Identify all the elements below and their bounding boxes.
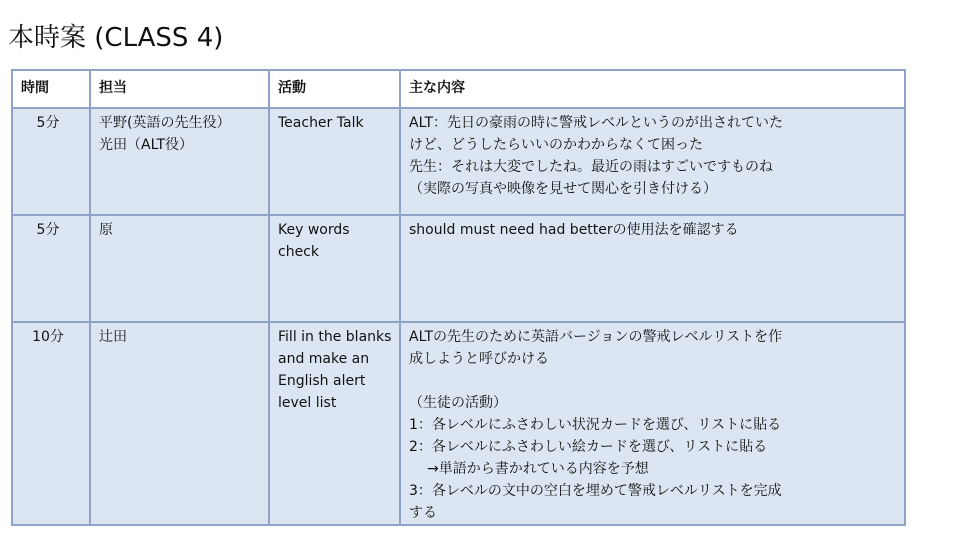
time-cell: 5分 (12, 215, 90, 322)
content-cell (400, 108, 905, 215)
table-row (12, 108, 905, 215)
activity-line: Teacher Talk (278, 115, 364, 131)
activity-cell (269, 322, 400, 525)
staff-line: 光田（ALT役） (99, 137, 194, 153)
staff-line: 原 (99, 222, 113, 238)
activity-line: Key words (278, 222, 350, 238)
activity-line: English alert (278, 373, 366, 389)
content-line: ALT：先日の豪雨の時に警戒レベルというのが出されていた (409, 115, 783, 131)
lesson-plan-table (11, 69, 906, 526)
content-line: （実際の写真や映像を見せて関心を引き付ける） (409, 181, 717, 197)
content-line: けど、どうしたらいいのかわからなくて困った (409, 137, 703, 153)
activity-line: and make an (278, 351, 370, 367)
content-line: should must need had betterの使用法を確認する (409, 222, 739, 238)
staff-line: 平野(英語の先生役） (99, 115, 231, 131)
table-header-row (12, 70, 905, 108)
content-line: 1：各レベルにふさわしい状況カードを選び、リストに貼る (409, 417, 782, 433)
content-line: （生徒の活動） (409, 395, 507, 411)
content-line: ALTの先生のために英語バージョンの警戒レベルリストを作 (409, 329, 783, 345)
header-staff: 担当 (90, 70, 269, 108)
time-cell: 5分 (12, 108, 90, 215)
activity-line: check (278, 244, 319, 260)
activity-line: level list (278, 395, 337, 411)
activity-line: Fill in the blanks (278, 329, 392, 345)
header-activity: 活動 (269, 70, 400, 108)
staff-cell (90, 215, 269, 322)
table-row (12, 322, 905, 525)
activity-cell (269, 215, 400, 322)
content-line: する (409, 505, 437, 521)
content-line: 3：各レベルの文中の空白を埋めて警戒レベルリストを完成 (409, 483, 782, 499)
content-line: 成しようと呼びかける (409, 351, 549, 367)
staff-cell (90, 322, 269, 525)
time-cell: 10分 (12, 322, 90, 525)
staff-cell (90, 108, 269, 215)
content-cell (400, 322, 905, 525)
blank-line (409, 370, 904, 392)
content-line: 2：各レベルにふさわしい絵カードを選び、リストに貼る (409, 439, 768, 455)
header-content: 主な内容 (400, 70, 905, 108)
content-cell (400, 215, 905, 322)
header-time: 時間 (12, 70, 90, 108)
staff-line: 辻田 (99, 329, 127, 345)
content-line: 先生：それは大変でしたね。最近の雨はすごいですものね (409, 159, 773, 175)
content-line: →単語から書かれている内容を予想 (427, 461, 649, 477)
page-title: 本時案 (CLASS 4) (8, 23, 224, 53)
activity-cell (269, 108, 400, 215)
table-row (12, 215, 905, 322)
